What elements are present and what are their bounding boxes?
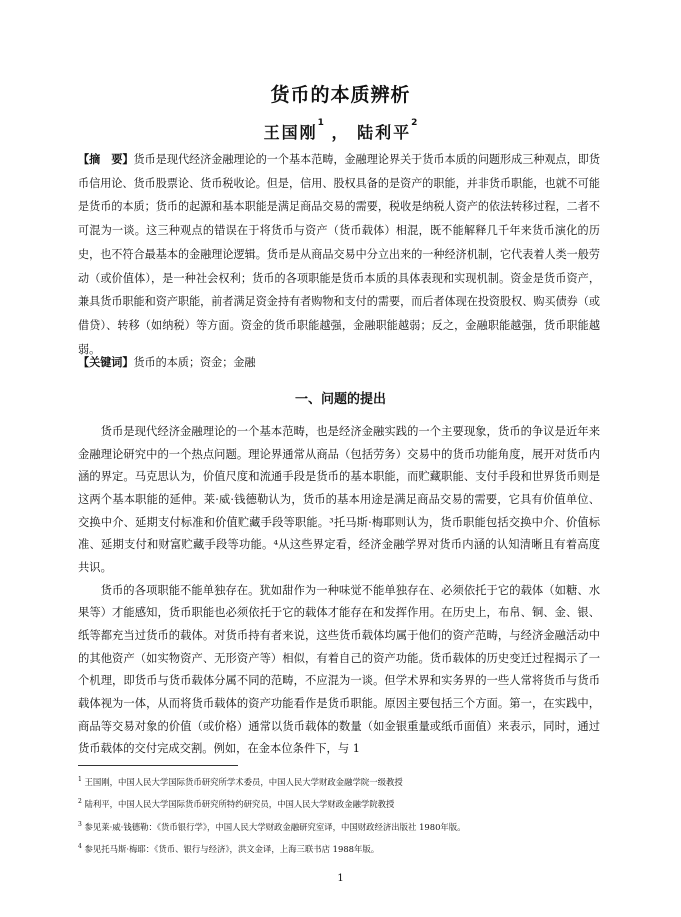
author-separator: ， [331, 123, 350, 142]
author-footnote-mark: 1 [317, 118, 324, 128]
footnote [78, 837, 618, 859]
abstract-label: 【摘 要】 [78, 153, 134, 166]
footnote-text: 参见托马斯·梅耶：《货币、银行与经济》，洪文金译，上海三联书店 1988年版。 [84, 843, 380, 854]
keywords-text: 货币的本质；资金；金融 [133, 356, 256, 369]
section-heading: 一、问题的提出 [294, 392, 386, 407]
footnote [78, 792, 618, 814]
footnote [78, 815, 618, 837]
author-name: 王国刚 [263, 123, 318, 142]
paper-title: 货币的本质辨析 [270, 84, 411, 106]
page-number: 1 [337, 873, 344, 884]
abstract-text: 货币是现代经济金融理论的一个基本范畴，金融理论界关于货币本质的问题形成三种观点，即货币信用论、货币股票论、货币税收论。但是，信用、股权具备的是资产的职能，并非货币职能，也就不可能是货币的本质；货币的起源和基本职能是满足商品交易的需要，税收是纳税人资产的依法转移过程，二者不可混为一谈。这三种观点的错误在于将货币与资产（货币载体）相混，既不能解释几千年来货币演化的历史，也不符合最基本的金融理论逻辑。货币是从商品交易中分立出来的一种经济机制，它代表着人类一般劳动（或价值体），是一种社会权利；货币的各项职能是货币本质的具体表现和实现机制。资金是货币资产，兼具货币职能和资产职能，前者满足资金持有者购物和支付的需要，而后者体现在投资股权、购买债券（或借贷）、转移（如纳税）等方面。资金的货币职能越强，金融职能越弱；反之，金融职能越强，货币职能越弱。 [78, 153, 600, 356]
author-footnote-mark: 2 [411, 118, 418, 128]
footnote-mark: 2 [78, 798, 82, 806]
footnotes [78, 770, 618, 859]
keywords [78, 352, 600, 374]
paragraph: 货币是现代经济金融理论的一个基本范畴，也是经济金融实践的一个主要现象，货币的争议是近年来金融理论研究中的一个热点问题。理论界通常从商品（包括劳务）交易中的货币功能角度，展开对货币内涵的界定。马克思认为，价值尺度和流通手段是货币的基本职能，而贮藏职能、支付手段和世界货币则是这两个基本职能的延伸。莱·威·钱德勒认为，货币的基本用途是满足商品交易的需要，它具有价值单位、交换中介、延期支付标准和价值贮藏手段等职能。³托马斯·梅耶则认为，货币职能包括交换中介、价值标准、延期支付和财富贮藏手段等功能。⁴从这些界定看，经济金融学界对货币内涵的认知清晰且有着高度共识。 [78, 425, 600, 574]
footnote-divider [78, 765, 238, 766]
keywords-label: 【关键词】 [78, 356, 134, 369]
footnote-text: 王国刚，中国人民大学国际货币研究所学术委员，中国人民大学财政金融学院一级教授 [84, 776, 403, 787]
footnote-mark: 3 [78, 820, 82, 828]
body-text [78, 421, 600, 761]
footnote-mark: 1 [78, 776, 82, 783]
footnote-text: 陆利平，中国人民大学国际货币研究所特约研究员，中国人民大学财政金融学院教授 [84, 799, 395, 810]
footnote [78, 770, 618, 792]
footnote-text: 参见莱·威·钱德勒：《货币银行学》，中国人民大学财政金融研究室译，中国财政经济出版社 1980年版。 [84, 821, 466, 832]
abstract [78, 148, 600, 361]
paragraph: 货币的各项职能不能单独存在。犹如甜作为一种味觉不能单独存在、必须依托于它的载体（如糖、水果等）才能感知，货币职能也必须依托于它的载体才能存在和发挥作用。在历史上，布帛、铜、金、银、纸等都充当过货币的载体。对货币持有者来说，这些货币载体均属于他们的资产范畴，与经济金融活动中的其他资产（如实物资产、无形资产等）相似，有着自己的资产功能。货币载体的历史变迁过程揭示了一个机理，即货币与货币载体分属不同的范畴，不应混为一谈。但学术界和实务界的一些人常将货币与货币载体视为一体，从而将货币载体的资产功能看作是货币职能。原因主要包括三个方面。第一，在实践中，商品等交易对象的价值（或价格）通常以货币载体的数量（如金银重量或纸币面值）来表示，同时，通过货币载体的交付完成交割。例如，在金本位条件下，与 1 [78, 583, 600, 756]
author-name: 陆利平 [357, 123, 412, 142]
footnote-mark: 4 [78, 842, 82, 850]
author-line [0, 120, 681, 143]
